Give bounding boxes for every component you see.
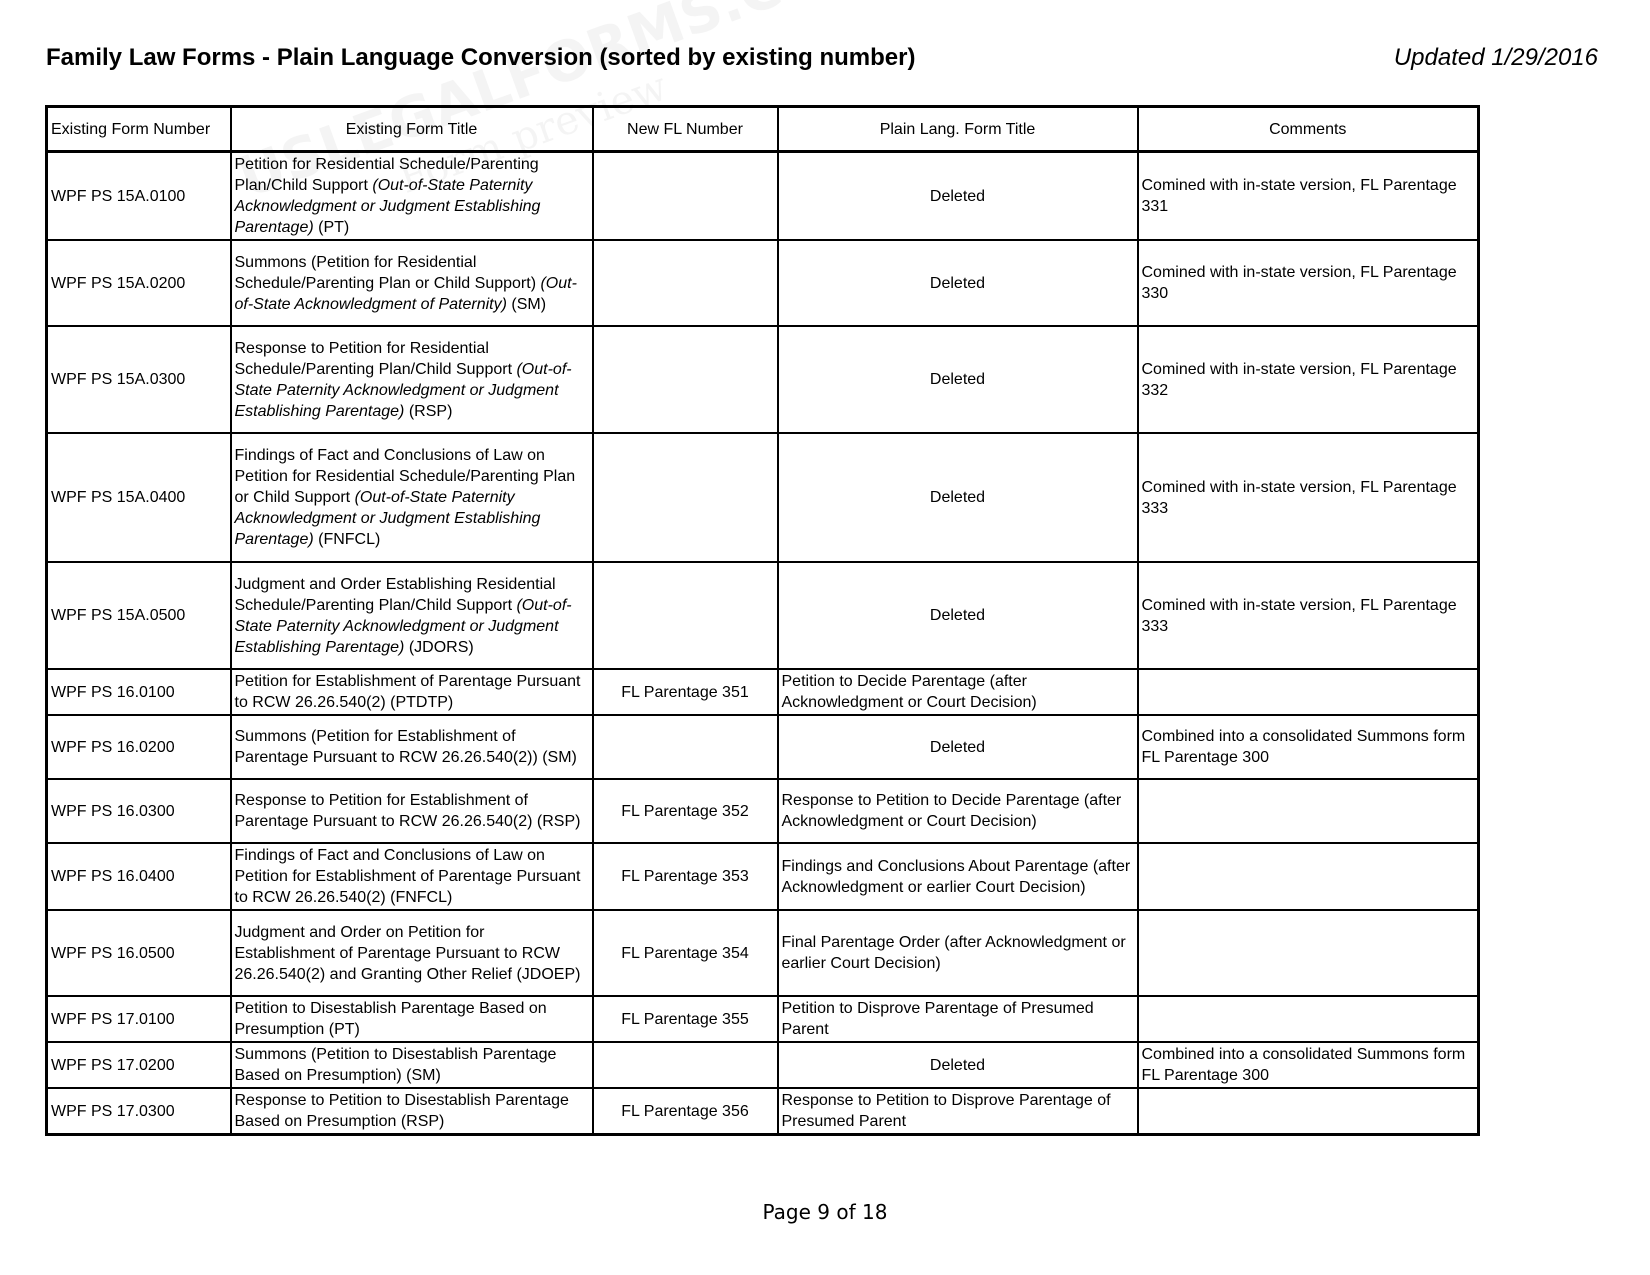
plain-title-cell: Deleted: [778, 240, 1138, 326]
existing-number-cell: WPF PS 15A.0300: [47, 326, 231, 433]
title-segment: Summons (Petition for Residential Schedule/Parenting Plan or Child Support): [234, 253, 541, 292]
table-row: [47, 326, 1479, 433]
title-segment: (PT): [313, 219, 350, 236]
existing-number-cell: WPF PS 15A.0200: [47, 240, 231, 326]
plain-title-cell: Response to Petition to Disprove Parentage of Presumed Parent: [778, 1088, 1138, 1135]
page-number: Page 9 of 18: [762, 1200, 888, 1224]
title-segment: Findings of Fact and Conclusions of Law on Petition for Establishment of Parentage Pursuant to RCW 26.26.540(2) (FNFCL): [234, 847, 581, 906]
new-number-cell: FL Parentage 352: [593, 779, 778, 843]
table-row: [47, 843, 1479, 910]
title-segment: Petition for Establishment of Parentage Pursuant to RCW 26.26.540(2) (PTDTP): [234, 673, 581, 711]
existing-number-cell: WPF PS 17.0100: [47, 996, 231, 1042]
col-header-plain-title: Plain Lang. Form Title: [778, 107, 1138, 152]
title-segment: (JDORS): [404, 638, 474, 656]
existing-title-cell: [231, 715, 593, 779]
existing-number-cell: WPF PS 17.0300: [47, 1088, 231, 1135]
comments-cell: [1138, 996, 1479, 1042]
existing-title-cell: [231, 433, 593, 562]
plain-title-cell: Findings and Conclusions About Parentage (after Acknowledgment or earlier Court Decision): [778, 843, 1138, 910]
comments-cell: Comined with in-state version, FL Parentage 333: [1138, 433, 1479, 562]
title-segment: (Out-of-State Paternity Acknowledgment or Judgment Establishing Parentage): [234, 489, 541, 548]
table-row: [47, 433, 1479, 562]
title-segment: (Out-of-State Paternity Acknowledgment or Judgment Establishing Parentage): [234, 360, 572, 420]
new-number-cell: [593, 1042, 778, 1088]
title-segment: (SM): [506, 295, 547, 313]
existing-number-cell: WPF PS 15A.0400: [47, 433, 231, 562]
comments-cell: [1138, 1088, 1479, 1135]
existing-title-cell: [231, 669, 593, 715]
existing-number-cell: WPF PS 16.0400: [47, 843, 231, 910]
existing-title-cell: [231, 996, 593, 1042]
table-row: [47, 996, 1479, 1042]
new-number-cell: [593, 326, 778, 433]
title-segment: Response to Petition to Disestablish Parentage Based on Presumption (RSP): [234, 1092, 569, 1130]
plain-title-cell: Petition to Disprove Parentage of Presumed Parent: [778, 996, 1138, 1042]
plain-title-cell: Deleted: [778, 1042, 1138, 1088]
existing-title-cell: [231, 1042, 593, 1088]
table-row: [47, 715, 1479, 779]
existing-title-cell: [231, 326, 593, 433]
table-body: [47, 152, 1479, 1135]
comments-cell: [1138, 910, 1479, 996]
comments-cell: [1138, 779, 1479, 843]
comments-cell: [1138, 843, 1479, 910]
table-row: [47, 1042, 1479, 1088]
new-number-cell: [593, 562, 778, 669]
table-row: [47, 1088, 1479, 1135]
table-row: [47, 562, 1479, 669]
existing-number-cell: WPF PS 15A.0100: [47, 152, 231, 241]
existing-title-cell: [231, 240, 593, 326]
comments-cell: Comined with in-state version, FL Parentage 330: [1138, 240, 1479, 326]
plain-title-cell: Deleted: [778, 715, 1138, 779]
title-segment: Petition to Disestablish Parentage Based on Presumption (PT): [234, 1000, 547, 1038]
table-row: [47, 240, 1479, 326]
plain-title-cell: Deleted: [778, 326, 1138, 433]
col-header-existing-title: Existing Form Title: [231, 107, 593, 152]
existing-number-cell: WPF PS 16.0500: [47, 910, 231, 996]
title-segment: Findings of Fact and Conclusions of Law on Petition for Residential Schedule/Parenting Plan or Child Support: [234, 447, 576, 506]
plain-title-cell: Deleted: [778, 433, 1138, 562]
page-title: Family Law Forms - Plain Language Conversion (sorted by existing number): [46, 44, 916, 71]
title-segment: (Out-of-State Paternity Acknowledgment or Judgment Establishing Parentage): [234, 177, 541, 236]
title-segment: Petition for Residential Schedule/Parenting Plan/Child Support: [234, 156, 539, 194]
col-header-comments: Comments: [1138, 107, 1479, 152]
col-header-new-number: New FL Number: [593, 107, 778, 152]
table-row: [47, 779, 1479, 843]
existing-title-cell: [231, 152, 593, 241]
title-segment: Response to Petition for Establishment of Parentage Pursuant to RCW 26.26.540(2) (RSP): [234, 792, 581, 830]
col-header-existing-number: Existing Form Number: [47, 107, 231, 152]
comments-cell: Combined into a consolidated Summons form FL Parentage 300: [1138, 715, 1479, 779]
new-number-cell: FL Parentage 354: [593, 910, 778, 996]
plain-title-cell: Deleted: [778, 152, 1138, 241]
title-segment: (FNFCL): [313, 531, 381, 548]
existing-title-cell: [231, 1088, 593, 1135]
plain-title-cell: Final Parentage Order (after Acknowledgment or earlier Court Decision): [778, 910, 1138, 996]
comments-cell: Comined with in-state version, FL Parentage 331: [1138, 152, 1479, 241]
comments-cell: Comined with in-state version, FL Parentage 333: [1138, 562, 1479, 669]
table-row: [47, 910, 1479, 996]
comments-cell: Comined with in-state version, FL Parentage 332: [1138, 326, 1479, 433]
existing-number-cell: WPF PS 16.0300: [47, 779, 231, 843]
existing-number-cell: WPF PS 16.0200: [47, 715, 231, 779]
table-header-row: [47, 107, 1479, 152]
new-number-cell: FL Parentage 353: [593, 843, 778, 910]
new-number-cell: [593, 240, 778, 326]
new-number-cell: FL Parentage 356: [593, 1088, 778, 1135]
new-number-cell: FL Parentage 351: [593, 669, 778, 715]
table-row: [47, 669, 1479, 715]
existing-title-cell: [231, 562, 593, 669]
existing-number-cell: WPF PS 16.0100: [47, 669, 231, 715]
table-row: [47, 152, 1479, 241]
title-segment: Judgment and Order on Petition for Establishment of Parentage Pursuant to RCW 26.26.540(2) and Granting Other Relief (JDOEP): [234, 923, 581, 983]
conversion-table: [45, 105, 1480, 1136]
title-segment: Response to Petition for Residential Schedule/Parenting Plan/Child Support: [234, 339, 517, 378]
existing-number-cell: WPF PS 15A.0500: [47, 562, 231, 669]
comments-cell: [1138, 669, 1479, 715]
existing-title-cell: [231, 843, 593, 910]
plain-title-cell: Deleted: [778, 562, 1138, 669]
comments-cell: Combined into a consolidated Summons form FL Parentage 300: [1138, 1042, 1479, 1088]
new-number-cell: [593, 433, 778, 562]
existing-title-cell: [231, 910, 593, 996]
plain-title-cell: Response to Petition to Decide Parentage (after Acknowledgment or Court Decision): [778, 779, 1138, 843]
new-number-cell: [593, 152, 778, 241]
plain-title-cell: Petition to Decide Parentage (after Acknowledgment or Court Decision): [778, 669, 1138, 715]
updated-date: Updated 1/29/2016: [1393, 44, 1598, 71]
title-segment: (Out-of-State Paternity Acknowledgment or Judgment Establishing Parentage): [234, 596, 572, 656]
title-segment: (Out-of-State Acknowledgment of Paternity): [234, 274, 577, 313]
new-number-cell: FL Parentage 355: [593, 996, 778, 1042]
existing-title-cell: [231, 779, 593, 843]
new-number-cell: [593, 715, 778, 779]
title-segment: Judgment and Order Establishing Residential Schedule/Parenting Plan/Child Support: [234, 575, 556, 614]
title-segment: (RSP): [404, 402, 453, 420]
existing-number-cell: WPF PS 17.0200: [47, 1042, 231, 1088]
title-segment: Summons (Petition for Establishment of Parentage Pursuant to RCW 26.26.540(2)) (SM): [234, 728, 577, 766]
title-segment: Summons (Petition to Disestablish Parentage Based on Presumption) (SM): [234, 1046, 557, 1084]
